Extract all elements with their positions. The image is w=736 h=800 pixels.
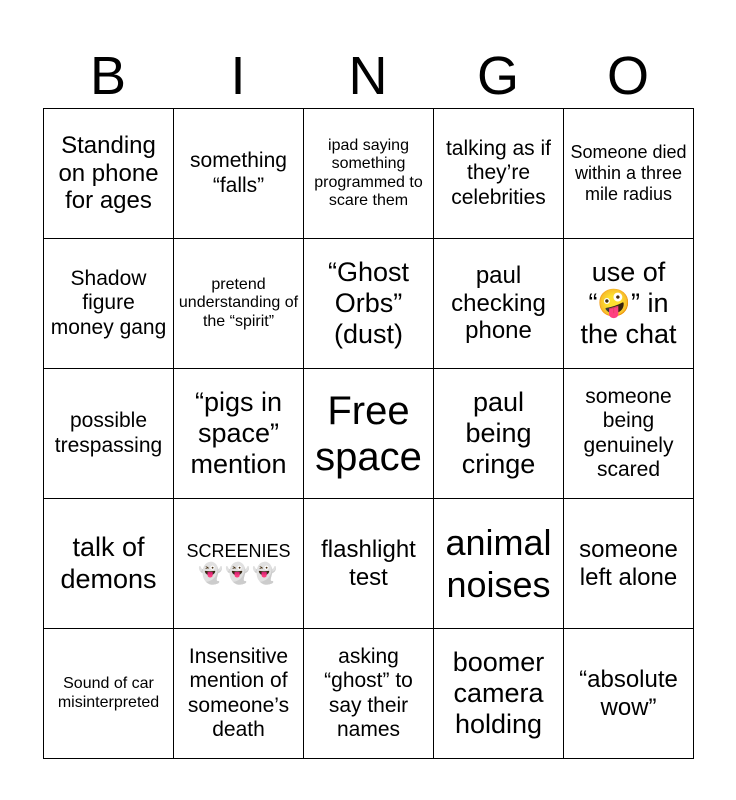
title-letter-i: I [230, 46, 246, 106]
bingo-cell[interactable] [564, 629, 694, 759]
bingo-board [43, 108, 694, 759]
bingo-cell[interactable] [434, 369, 564, 499]
bingo-cell[interactable] [564, 239, 694, 369]
cell-text: Sound of car misinterpreted [57, 675, 160, 711]
free-space-cell[interactable] [304, 369, 434, 499]
title-letter-b: B [89, 46, 127, 106]
bingo-cell[interactable] [44, 499, 174, 629]
bingo-cell[interactable] [44, 629, 174, 759]
bingo-cell[interactable] [174, 239, 304, 369]
cell-text: animal noises [445, 522, 552, 605]
bingo-cell[interactable] [434, 239, 564, 369]
bingo-cell[interactable] [174, 369, 304, 499]
bingo-cell[interactable] [434, 629, 564, 759]
board-row [44, 239, 694, 369]
cell-text: use of “🤪” in the chat [580, 256, 677, 350]
bingo-cell[interactable] [564, 109, 694, 239]
bingo-cell[interactable] [434, 499, 564, 629]
bingo-cell[interactable] [564, 369, 694, 499]
cell-text: flashlight test [321, 535, 416, 591]
board-row [44, 629, 694, 759]
cell-text: paul being cringe [461, 386, 536, 480]
bingo-cell[interactable] [174, 499, 304, 629]
board-row [44, 499, 694, 629]
cell-text: possible trespassing [54, 409, 163, 457]
cell-text: boomer camera holding [452, 646, 545, 740]
cell-text: “pigs in space” mention [190, 386, 287, 480]
bingo-cell[interactable] [174, 629, 304, 759]
bingo-cell[interactable] [564, 499, 694, 629]
bingo-cell[interactable] [44, 109, 174, 239]
bingo-cell[interactable] [304, 239, 434, 369]
bingo-cell[interactable] [304, 629, 434, 759]
cell-text: SCREENIES [186, 540, 291, 561]
cell-text: “Ghost Orbs” (dust) [327, 256, 410, 350]
cell-text: Free space [315, 388, 422, 479]
bingo-cell[interactable] [44, 369, 174, 499]
cell-text: pretend understanding of the “spirit” [178, 275, 299, 330]
cell-text: Insensitive mention of someone’s death [187, 645, 290, 741]
bingo-cell[interactable] [304, 499, 434, 629]
bingo-cell[interactable] [44, 239, 174, 369]
board-row [44, 109, 694, 239]
title-letter-n: N [348, 46, 388, 106]
cell-text: something “falls” [190, 149, 287, 197]
cell-text: Standing on phone for ages [58, 132, 159, 215]
ghost-icon: 👻👻👻 [198, 563, 279, 586]
bingo-title [43, 44, 693, 108]
cell-text: Shadow figure money gang [50, 267, 167, 339]
bingo-cell[interactable] [304, 109, 434, 239]
cell-text: talking as if they’re celebrities [445, 137, 552, 209]
cell-text: someone left alone [579, 535, 678, 591]
cell-text: paul checking phone [451, 262, 546, 345]
title-letter-g: G [476, 46, 519, 106]
bingo-cell[interactable] [174, 109, 304, 239]
cell-text: someone being genuinely scared [583, 385, 674, 481]
cell-text: asking “ghost” to say their names [324, 645, 413, 741]
cell-text: ipad saying something programmed to scare them [314, 136, 423, 209]
cell-text: talk of demons [60, 532, 157, 594]
bingo-cell[interactable] [434, 109, 564, 239]
title-letter-o: O [606, 46, 649, 106]
cell-text: Someone died within a three mile radius [570, 142, 687, 204]
cell-text: “absolute wow” [579, 665, 678, 721]
board-row [44, 369, 694, 499]
